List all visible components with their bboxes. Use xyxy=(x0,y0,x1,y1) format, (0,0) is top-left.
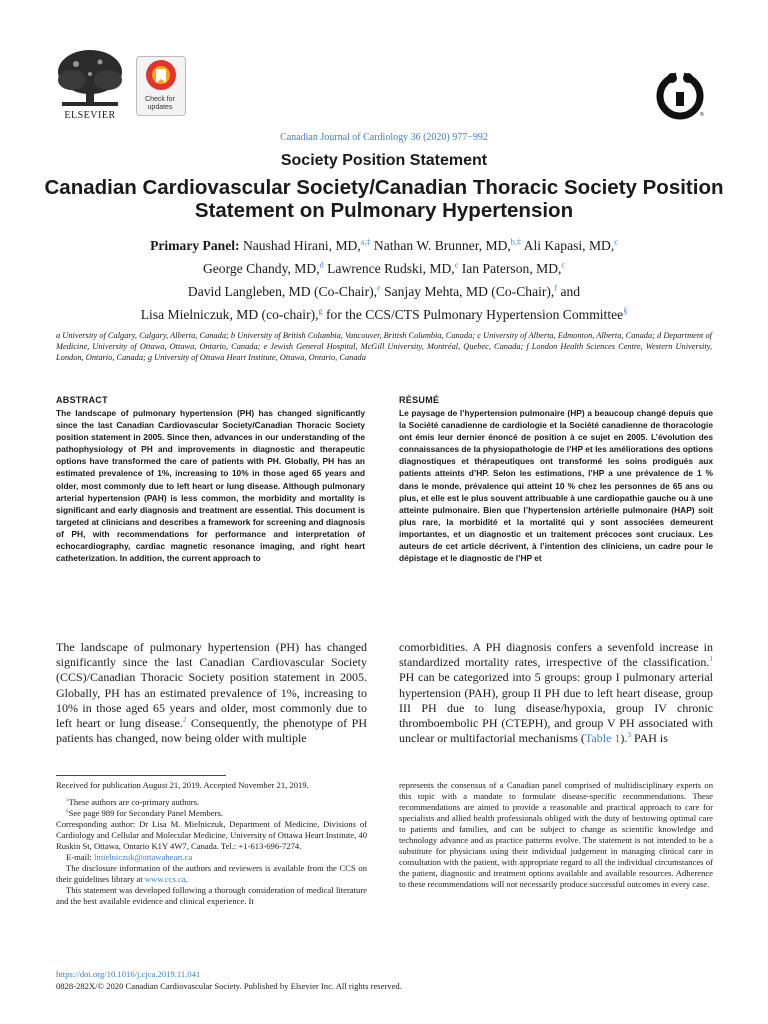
reference-link[interactable]: 3 xyxy=(627,731,632,740)
footnote-item xyxy=(56,808,367,819)
svg-text:®: ® xyxy=(700,112,704,118)
author-affiliation[interactable]: d xyxy=(319,260,324,270)
author-name: Nathan W. Brunner, MD, xyxy=(373,238,511,253)
conjunction: and xyxy=(560,284,581,299)
email-link[interactable]: lmielniczuk@ottawaheart.ca xyxy=(93,852,193,862)
author-name: George Chandy, MD, xyxy=(202,261,320,276)
reference-link[interactable]: 2 xyxy=(182,716,187,725)
body-paragraph: Consequently, the phenotype of PH patients has changed, now being older with multiple xyxy=(56,716,367,746)
publisher-name: ELSEVIER xyxy=(64,110,116,121)
article-title: Canadian Cardiovascular Society/Canadian Thoracic Society Position Statement on Pulmonary Hypertension xyxy=(44,176,724,222)
footnote-symbol: § xyxy=(66,808,69,815)
footnote-divider xyxy=(56,775,226,776)
author-name: Ali Kapasi, MD, xyxy=(523,238,615,253)
table-link[interactable]: Table 1 xyxy=(584,731,621,746)
body-paragraph: comorbidities. A PH diagnosis confers a sevenfold increase in standardized mortality rates, irrespective of the classification. xyxy=(399,640,713,670)
author-affiliation[interactable]: e xyxy=(377,283,381,293)
footnote-text: These authors are co-primary authors. xyxy=(68,797,200,807)
body-paragraph: PAH is xyxy=(631,731,668,746)
panel-label: Primary Panel: xyxy=(150,238,240,253)
body-paragraph: ). xyxy=(620,731,628,746)
ccs-heart-logo-icon xyxy=(654,68,710,120)
abstract-heading: ABSTRACT xyxy=(56,395,108,405)
email-line xyxy=(56,852,367,863)
copyright-line: 0828-282X/© 2020 Canadian Cardiovascular Society. Published by Elsevier Inc. All rights reserved. xyxy=(56,981,402,991)
footnote-item xyxy=(56,797,367,808)
body-text-right xyxy=(399,640,713,746)
resume-text: Le paysage de l’hypertension pulmonaire (HP) a beaucoup changé depuis que la Société canadienne de cardiologie et la Société canadienne de thoracologie ont émis leur dernier énoncé de position à ce sujet en 2005. L’évolution des connaissances de la physiopathologie de l’HP et les améliorations des options diagnostiques et thérapeutiques ont transformé les soins prodigués aux patients atteints d’HP. Selon les estimations, l’HP a une prévalence de 1 % dans le monde, prévalence qui atteint 10 % chez les personnes de 65 ans ou plus, et elle est le plus souvent attribuable à une cardiopathie gauche ou à une atteinte pulmonaire. Bien que l’hypertension artérielle pulmonaire (HAP) soit plus rare, la morbidité et la mortalité qui y sont associées demeurent importantes, et un diagnostic et un traitement précoces sont cruciaux. Les auteurs de cet article décrivent, à l’intention des cliniciens, un cadre pour le dépistage et le diagnostic de l’HP et xyxy=(399,408,713,564)
author-name: Lisa Mielniczuk, MD (co-chair), xyxy=(140,307,319,322)
committee-footnote-link[interactable]: § xyxy=(623,306,628,316)
author-name: Lawrence Rudski, MD, xyxy=(327,261,455,276)
bookmark-ribbon-icon xyxy=(137,57,185,95)
development-note: This statement was developed following a thorough consideration of medical literature and the best available evidence and clinical experience. It xyxy=(56,885,367,906)
author-affiliation[interactable]: c xyxy=(614,237,618,247)
author-affiliation[interactable]: c xyxy=(561,260,566,270)
author-name: Naushad Hirani, MD, xyxy=(242,238,361,253)
body-text-left xyxy=(56,640,367,746)
doi-link[interactable]: https://doi.org/10.1016/j.cjca.2019.11.041 xyxy=(56,969,201,979)
corresponding-author: Corresponding author: Dr Lisa M. Mielniczuk, Department of Medicine, Divisions of Cardiology and Cellular and Molecular Medicine, University of Ottawa Heart Institute, 40 Ruskin St, Ottawa, Ontario K1Y 4W7, Canada. Tel.: +1-613-696-7274. xyxy=(56,819,367,851)
body-paragraph: PH can be categorized into 5 groups: group I pulmonary arterial hypertension (PAH), group II PH due to left heart disease, group III PH due to lung disease/hypoxia, group IV chronic thromboembolic PH (CTEPH), and group V PH associated with unclear or multifactorial mechanisms ( xyxy=(399,670,713,746)
author-name: Sanjay Mehta, MD (Co-Chair), xyxy=(384,284,555,299)
disclosure-text: The disclosure information of the authors and reviewers is available from the CCS on their guidelines library at xyxy=(56,863,367,884)
author-affiliation[interactable]: a,‡ xyxy=(360,237,371,247)
footnote-symbol: ‡ xyxy=(66,797,69,804)
abstract-text: The landscape of pulmonary hypertension (PH) has changed significantly since the last Canadian Cardiovascular Society/Canadian Thoracic Society position statement in 2005. Since then, advances in our understanding of the pathophysiology of PH and improvements in diagnostic and therapeutic options have transformed the care of patients with PH. Globally, PH has an estimated prevalence of 1%, increasing to 10% in those aged 65 years and older, most commonly due to left heart or lung disease. Although pulmonary arterial hypertension (PAH) is less common, the morbidity and mortality is significant and early diagnosis and treatment are essential. This document is targeted at clinicians and describes a framework for screening and diagnosis of PH, with recommendations for performance and interpretation of echocardiography, cardiac magnetic resonance imaging, and right heart catheterization. In addition, the current approach to xyxy=(56,408,365,564)
footnotes-left xyxy=(56,780,367,907)
author-name: Ian Paterson, MD, xyxy=(461,261,562,276)
body-paragraph: The landscape of pulmonary hypertension (PH) has changed significantly since the last Canadian Cardiovascular Society (CCS)/Canadian Thoracic Society position statement in 2005. Globally, PH has an estimated prevalence of 1%, increasing to 10% in those aged 65 years and older, most commonly due to left heart or lung disease. xyxy=(56,640,367,731)
committee-name: for the CCS/CTS Pulmonary Hypertension Committee xyxy=(326,307,624,322)
email-label: E-mail: xyxy=(66,852,92,862)
disclosure-end: . xyxy=(185,874,188,884)
footnotes-right: represents the consensus of a Canadian panel comprised of multidisciplinary experts on this topic with a mandate to formulate disease-specific recommendations. These recommendations are aimed to provide a reasonable and practical approach to care for specialists and allied health professionals obliged with the duty of bestowing optimal care to patients and families, and can be subject to change as scientific knowledge and technology advance and as practice patterns evolve. The statement is not intended to be a substitute for physicians using their individual judgement in managing clinical care in consultation with the patient, with appropriate regard to all the individual circumstances of the patient, diagnostic and treatment options available and available resources. Adherence to these recommendations will not necessarily produce successful outcomes in every case. xyxy=(399,780,713,889)
received-date: Received for publication August 21, 2019. Accepted November 21, 2019. xyxy=(56,780,309,790)
author-affiliation[interactable]: g xyxy=(318,306,323,316)
author-affiliation[interactable]: b,‡ xyxy=(510,237,521,247)
affiliations: a University of Calgary, Calgary, Alberta, Canada; b University of British Columbia, Vancouver, British Columbia, Canada; c University of Alberta, Edmonton, Alberta, Canada; d Department of Medicine, University of Ottawa, Ottawa, Ontario, Canada; e Jewish General Hospital, McGill University, Montréal, Quebec, Canada; f London Health Sciences Centre, Western University, London, Ontario, Canada; g University of Ottawa Heart Institute, Ottawa, Ontario, Canada xyxy=(56,331,712,362)
check-for-updates-label[interactable]: Check for updates xyxy=(145,96,175,111)
reference-link[interactable]: 1 xyxy=(709,655,713,664)
journal-citation[interactable]: Canadian Journal of Cardiology 36 (2020) 977−992 xyxy=(280,132,488,143)
author-affiliation[interactable]: e xyxy=(454,260,459,270)
resume-heading: RÉSUMÉ xyxy=(399,395,440,405)
ccs-website-link[interactable]: www.ccs.ca xyxy=(144,874,186,884)
author-affiliation[interactable]: f xyxy=(554,283,558,293)
article-type: Society Position Statement xyxy=(280,152,488,169)
footnote-text: See page 989 for Secondary Panel Members. xyxy=(68,808,223,818)
author-name: David Langleben, MD (Co-Chair), xyxy=(187,284,378,299)
author-list xyxy=(60,234,708,326)
disclosure-note xyxy=(56,863,367,885)
